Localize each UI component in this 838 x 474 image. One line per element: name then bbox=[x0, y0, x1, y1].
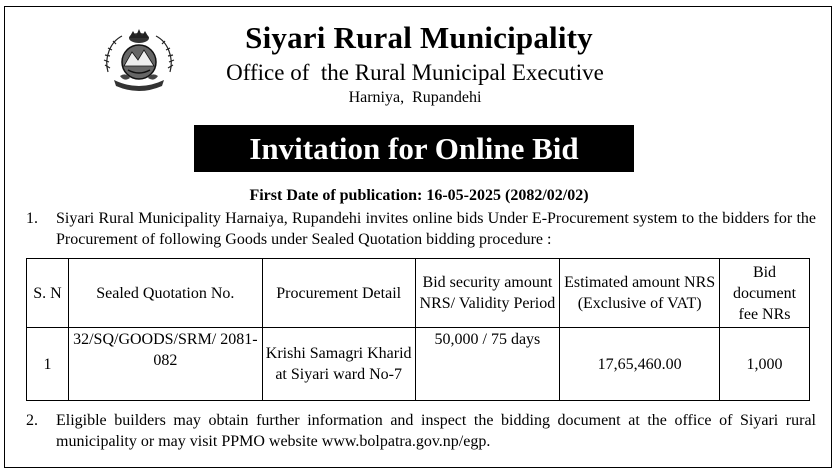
cell-bid-security: 50,000 / 75 days bbox=[415, 328, 560, 401]
header-procurement-detail: Procurement Detail bbox=[262, 259, 415, 328]
header-bid-security: Bid security amount NRS/ Validity Period bbox=[415, 259, 560, 328]
municipality-title: Siyari Rural Municipality bbox=[245, 20, 593, 55]
table-row bbox=[27, 328, 810, 401]
invitation-banner: Invitation for Online Bid bbox=[194, 125, 634, 172]
location-line: Harniya, Rupandehi bbox=[348, 89, 482, 106]
cell-procurement-detail: Krishi Samagri Kharid at Siyari ward No-7 bbox=[262, 328, 415, 401]
header-bid-fee: Bid document fee NRs bbox=[720, 259, 810, 328]
paragraph-text: Eligible builders may obtain further information and inspect the bidding document at the office of Siyari rural municipality or may visit PPMO website www.bolpatra.gov.np/egp. bbox=[56, 412, 816, 450]
cell-estimated-amount: 17,65,460.00 bbox=[560, 328, 720, 401]
paragraph-number: 1. bbox=[26, 210, 38, 227]
paragraph-1 bbox=[26, 208, 816, 250]
office-subtitle: Office of the Rural Municipal Executive bbox=[226, 60, 604, 85]
header-sn: S. N bbox=[27, 259, 69, 328]
bid-table bbox=[26, 258, 810, 401]
publication-date: First Date of publication: 16-05-2025 (2082/02/02) bbox=[249, 187, 589, 204]
cell-sn: 1 bbox=[27, 328, 69, 401]
cell-quotation-no: 32/SQ/GOODS/SRM/ 2081-082 bbox=[68, 328, 262, 401]
cell-bid-fee: 1,000 bbox=[720, 328, 810, 401]
paragraph-2 bbox=[26, 410, 816, 452]
header-quotation-no: Sealed Quotation No. bbox=[68, 259, 262, 328]
header-estimated-amount: Estimated amount NRS (Exclusive of VAT) bbox=[560, 259, 720, 328]
paragraph-number: 2. bbox=[26, 412, 38, 429]
table-header-row bbox=[27, 259, 810, 328]
paragraph-text: Siyari Rural Municipality Harnaiya, Rupandehi invites online bids Under E-Procurement system to the bidders for the Procurement of following Goods under Sealed Quotation bidding procedure : bbox=[56, 210, 816, 248]
